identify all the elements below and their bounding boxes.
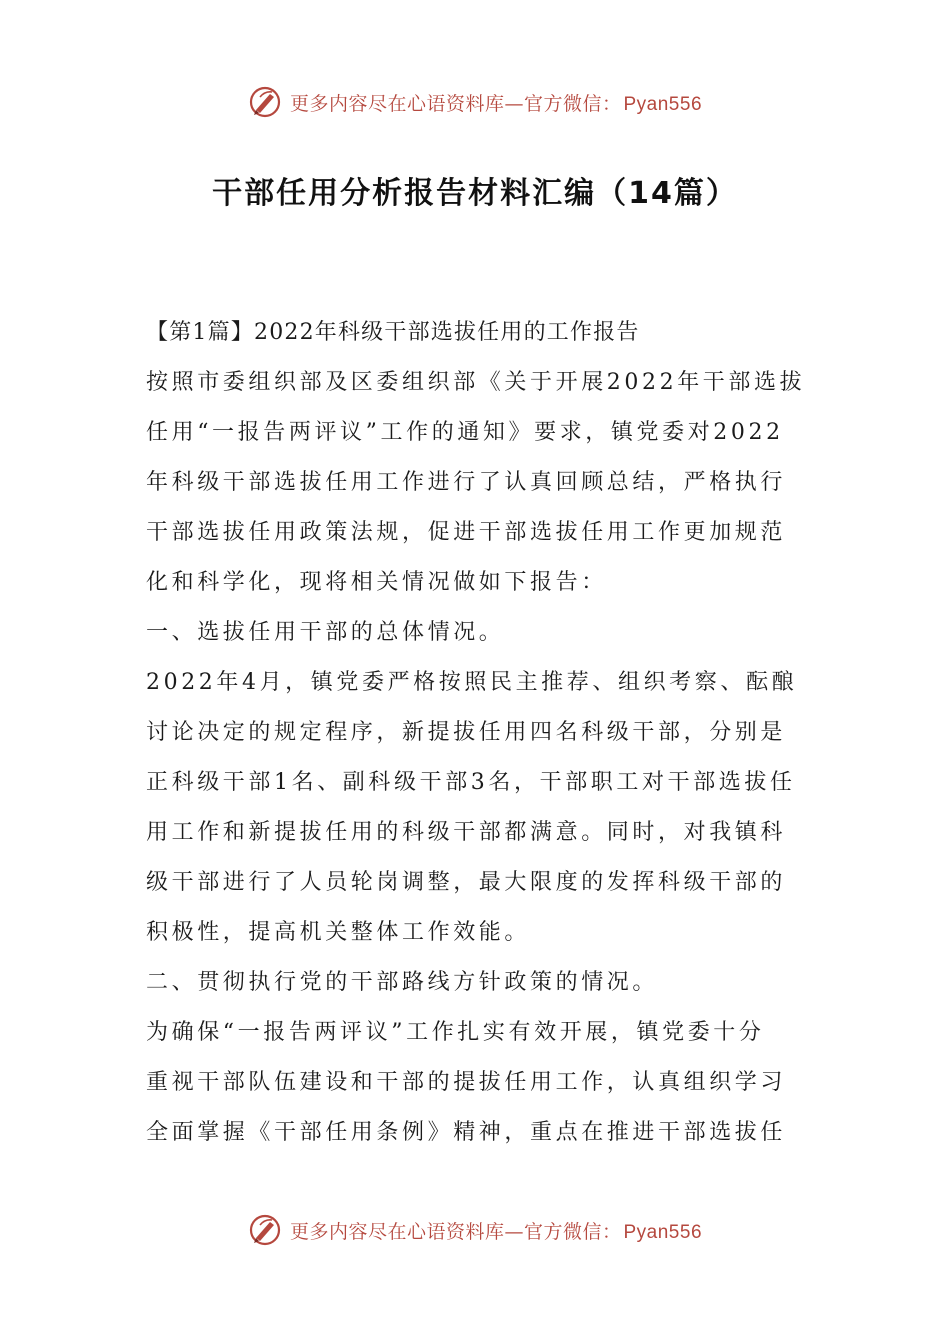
body-line: 化和科学化，现将相关情况做如下报告：	[146, 570, 607, 595]
body-line: 全面掌握《干部任用条例》精神，重点在推进干部选拔任	[146, 1120, 787, 1145]
header-banner	[0, 80, 950, 124]
header-banner-wechat-label: 官方微信：	[523, 92, 622, 115]
body-line: 2022年4月，镇党委严格按照民主推荐、组织考察、酝酿	[146, 670, 798, 695]
footer-banner-text	[290, 1217, 702, 1244]
document-title: 干部任用分析报告材料汇编（14篇）	[212, 176, 738, 211]
footer-banner	[0, 1208, 950, 1252]
footer-banner-slogan: 更多内容尽在心语资料库—	[289, 1220, 524, 1243]
body-line: 为确保“一报告两评议”工作扎实有效开展，镇党委十分	[146, 1020, 765, 1045]
footer-banner-wechat-id: Pyan556	[623, 1221, 703, 1243]
body-line: 正科级干部1名、副科级干部3名，干部职工对干部选拔任	[146, 770, 796, 795]
footer-banner-wechat-label: 官方微信：	[523, 1220, 622, 1243]
body-line: 干部选拔任用政策法规，促进干部选拔任用工作更加规范	[146, 520, 787, 545]
pen-logo-icon	[248, 1213, 282, 1247]
heading-line: 一、选拔任用干部的总体情况。	[146, 620, 505, 645]
body-line: 讨论决定的规定程序，新提拔任用四名科级干部，分别是	[146, 720, 787, 745]
pen-logo-icon	[248, 85, 282, 119]
body-line: 重视干部队伍建设和干部的提拔任用工作，认真组织学习	[146, 1070, 787, 1095]
document-body	[146, 308, 808, 1158]
heading-line: 二、贯彻执行党的干部路线方针政策的情况。	[146, 970, 659, 995]
section-title: 【第1篇】2022年科级干部选拔任用的工作报告	[146, 320, 640, 345]
header-banner-text	[290, 89, 702, 116]
body-line: 级干部进行了人员轮岗调整，最大限度的发挥科级干部的	[146, 870, 787, 895]
body-line: 用工作和新提拔任用的科级干部都满意。同时，对我镇科	[146, 820, 787, 845]
body-line: 积极性，提高机关整体工作效能。	[146, 920, 531, 945]
header-banner-wechat-id: Pyan556	[623, 93, 703, 115]
body-line: 任用“一报告两评议”工作的通知》要求，镇党委对2022	[146, 420, 784, 445]
body-line: 年科级干部选拔任用工作进行了认真回顾总结，严格执行	[146, 470, 787, 495]
body-line: 按照市委组织部及区委组织部《关于开展2022年干部选拔	[146, 370, 806, 395]
header-banner-slogan: 更多内容尽在心语资料库—	[289, 92, 524, 115]
